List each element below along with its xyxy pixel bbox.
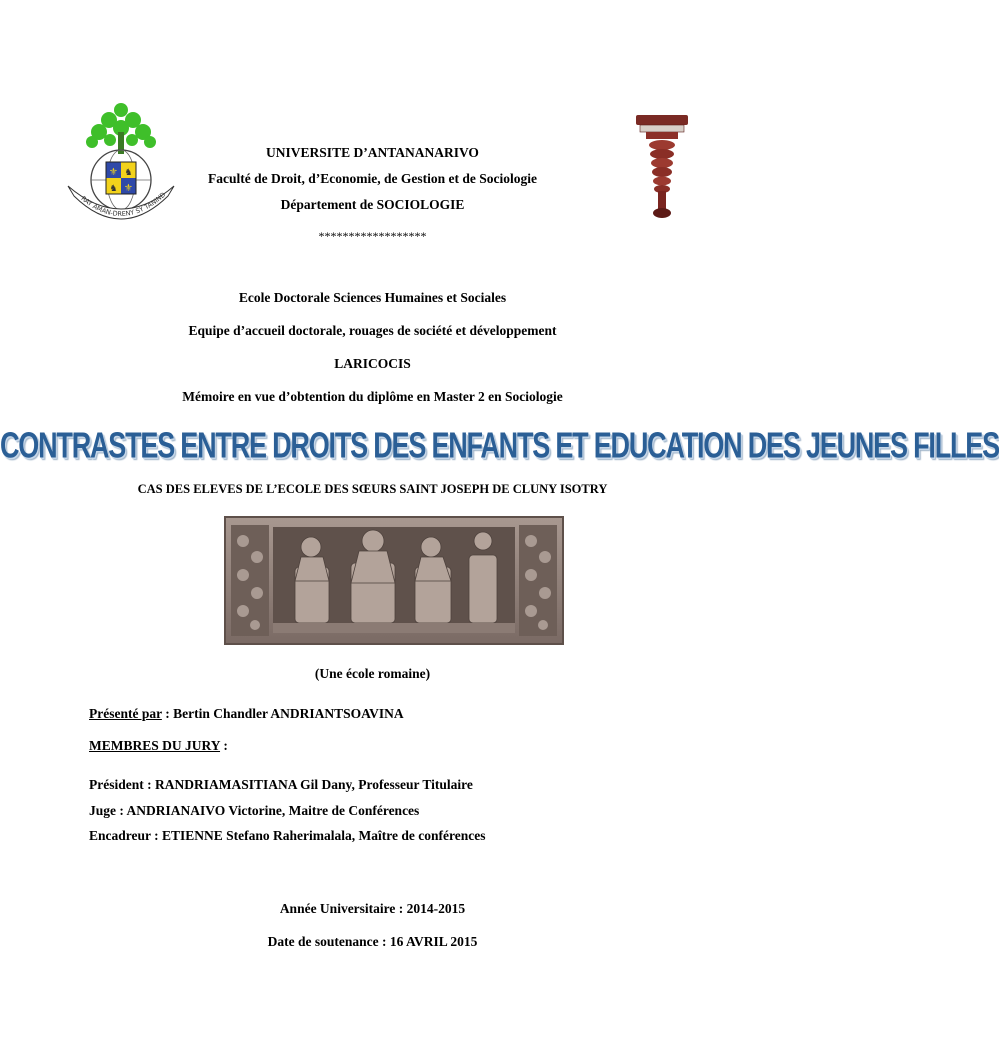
svg-text:RAY AMAN-DRENY SY TANINDRAZANA: RAY AMAN-DRENY SY TANIND	[79, 190, 168, 219]
image-caption: (Une école romaine)	[314, 666, 431, 681]
svg-text:⚜: ⚜	[109, 167, 118, 178]
presenter-label: Présenté par	[89, 706, 162, 721]
jury-sep: :	[220, 738, 228, 753]
svg-text:♞: ♞	[109, 184, 118, 194]
separator: ******************	[318, 229, 427, 243]
department-name: Département de SOCIOLOGIE	[280, 197, 465, 212]
jury-label: MEMBRES DU JURY	[89, 738, 221, 753]
roman-school-relief-image	[225, 517, 563, 644]
svg-text:♞: ♞	[124, 168, 133, 178]
doctoral-school: Ecole Doctorale Sciences Humaines et Sociales	[238, 290, 507, 305]
university-name: UNIVERSITE D’ANTANANARIVO	[266, 145, 479, 160]
thesis-subtitle: CAS DES ELEVES DE L’ECOLE DES SŒURS SAINT JOSEPH DE CLUNY ISOTRY	[137, 482, 608, 496]
presenter-line	[89, 706, 404, 722]
jury-member-judge: Juge : ANDRIANAIVO Victorine, Maitre de Conférences	[89, 803, 420, 818]
degree-statement: Mémoire en vue d’obtention du diplôme en Master 2 en Sociologie	[182, 389, 563, 404]
presenter-sep: :	[161, 706, 174, 721]
thesis-title: CONTRASTES ENTRE DROITS DES ENFANTS ET EDUCATION DES JEUNES FILLES	[0, 425, 999, 466]
jury-heading	[89, 738, 228, 754]
jury-member-supervisor: Encadreur : ETIENNE Stefano Raherimalala, Maître de conférences	[89, 828, 486, 843]
jury-member-president: Président : RANDRIAMASITIANA Gil Dany, Professeur Titulaire	[89, 777, 473, 792]
presenter-name: Bertin Chandler ANDRIANTSOAVINA	[173, 706, 404, 721]
faculty-name: Faculté de Droit, d’Economie, de Gestion et de Sociologie	[208, 171, 537, 186]
academic-year: Année Universitaire : 2014-2015	[279, 901, 466, 916]
defense-date: Date de soutenance : 16 AVRIL 2015	[267, 934, 478, 949]
research-team: Equipe d’accueil doctorale, rouages de société et développement	[188, 323, 557, 338]
laboratory: LARICOCIS	[334, 356, 411, 371]
svg-text:⚜: ⚜	[124, 183, 133, 194]
